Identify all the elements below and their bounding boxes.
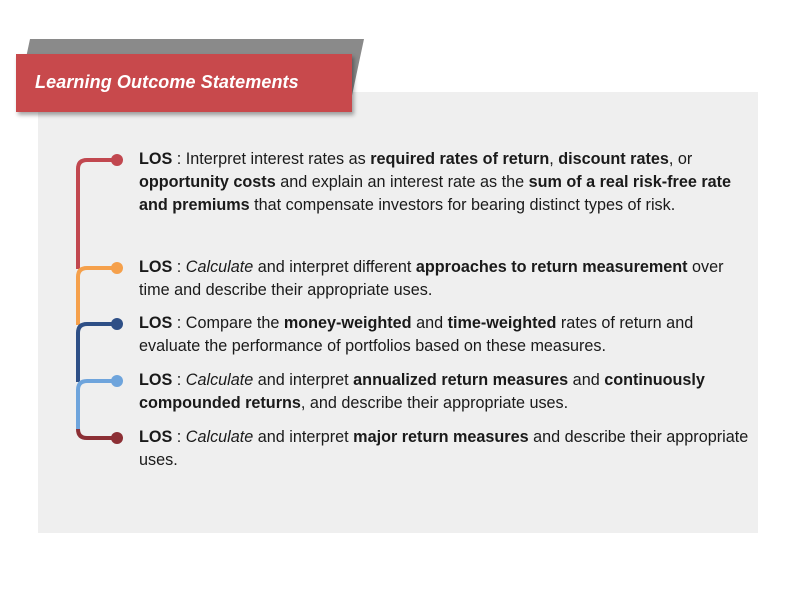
los-text-segment: over time and describe their appropriate uses. [139,258,724,299]
los-text-segment: Calculate [185,371,254,389]
los-text-segment: and [411,314,448,332]
los-item [139,369,749,415]
los-text-segment: discount rates [558,150,669,168]
los-text-segment: , or [668,150,693,168]
los-text-segment: : Compare the [172,314,284,332]
los-text-segment: : [172,428,186,446]
los-text-segment: and interpret different [253,258,416,276]
los-label: LOS [139,150,173,168]
los-text-segment: : [172,371,186,389]
page-title: Learning Outcome Statements [35,72,299,92]
timeline-segment-blue [78,381,116,430]
los-label: LOS [139,428,173,446]
los-text-segment: that compensate investors for bearing distinct types of risk. [249,196,676,214]
los-text-segment: , [549,150,559,168]
los-text-segment: time-weighted [447,314,557,332]
los-item [139,426,749,472]
los-item [139,312,749,358]
bullet-dot-blue [111,375,123,387]
los-text-segment: and describe their appropriate uses. [139,428,749,469]
los-item [139,148,749,217]
los-text-segment: : [172,258,186,276]
los-text-segment: , and describe their appropriate uses. [300,394,569,412]
los-text-segment: and [568,371,605,389]
bullet-dot-darkred [111,432,123,444]
los-label: LOS [139,258,173,276]
los-text-segment: and explain an interest rate as the [275,173,529,191]
timeline-segment-navy [78,324,116,382]
los-text-segment: and interpret [253,371,354,389]
los-text-segment: approaches to return measurement [415,258,688,276]
los-text-segment: Calculate [185,428,254,446]
los-text-segment: opportunity costs [139,173,276,191]
timeline-segment-orange [78,268,116,325]
los-label: LOS [139,371,173,389]
los-text-segment: annualized return measures [353,371,569,389]
los-text-segment: continuously compounded returns [139,371,705,412]
los-item [139,256,749,302]
timeline-segment-darkred [78,429,116,438]
bullet-dot-red [111,154,123,166]
los-text-segment: : Interpret interest rates as [172,150,371,168]
bullet-dot-orange [111,262,123,274]
bullet-dot-navy [111,318,123,330]
timeline-segment-red [78,160,116,269]
los-text-segment: money-weighted [283,314,412,332]
los-text-segment: sum of a real risk-free rate and premiums [139,173,732,214]
los-text-segment: and interpret [253,428,354,446]
los-label: LOS [139,314,173,332]
los-text-segment: Calculate [185,258,254,276]
los-text-segment: major return measures [353,428,529,446]
los-text-segment: required rates of return [370,150,550,168]
los-text-segment: rates of return and evaluate the performance of portfolios based on these measures. [139,314,694,355]
